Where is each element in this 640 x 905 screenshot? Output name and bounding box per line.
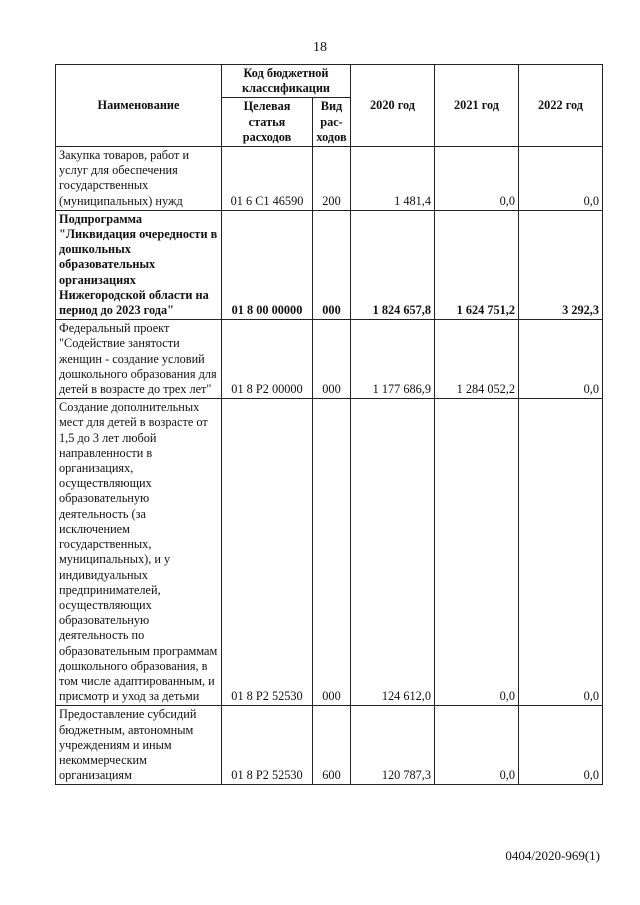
row-2021: 0,0: [435, 399, 519, 706]
row-2021: 0,0: [435, 147, 519, 211]
header-target-article: Целевая статья расходов: [222, 98, 313, 147]
row-code: 01 8 Р2 00000: [222, 320, 313, 399]
row-name: Закупка товаров, работ и услуг для обеспечения государственных (муниципальных) нужд: [56, 147, 222, 211]
row-vid: 600: [313, 706, 351, 785]
row-name: Предоставление субсидий бюджетным, автономным учреждениям и иным некоммерческим организациям: [56, 706, 222, 785]
page-number: 18: [313, 40, 327, 55]
table-row: [56, 706, 603, 785]
header-year-2020: 2020 год: [351, 65, 435, 147]
row-vid: 200: [313, 147, 351, 211]
row-2020: 124 612,0: [351, 399, 435, 706]
row-2022: 0,0: [519, 147, 603, 211]
header-name: Наименование: [56, 65, 222, 147]
row-name: Подпрограмма "Ликвидация очередности в дошкольных образовательных организациях Нижегородской области на период до 2023 года": [56, 210, 222, 319]
row-2022: 3 292,3: [519, 210, 603, 319]
row-vid: 000: [313, 399, 351, 706]
header-year-2022: 2022 год: [519, 65, 603, 147]
header-expense-type: Вид рас-ходов: [313, 98, 351, 147]
row-code: 01 6 С1 46590: [222, 147, 313, 211]
table-row: [56, 210, 603, 319]
row-2021: 1 284 052,2: [435, 320, 519, 399]
row-2021: 1 624 751,2: [435, 210, 519, 319]
header-code-group: Код бюджетной классификации: [222, 65, 351, 98]
budget-table: [55, 64, 603, 785]
row-vid: 000: [313, 210, 351, 319]
table-row: [56, 147, 603, 211]
row-name: Федеральный проект "Содействие занятости женщин - создание условий дошкольного образования для детей в возрасте до трех лет": [56, 320, 222, 399]
header-year-2021: 2021 год: [435, 65, 519, 147]
row-2022: 0,0: [519, 706, 603, 785]
table-header-row: [56, 65, 603, 98]
row-code: 01 8 Р2 52530: [222, 399, 313, 706]
document-registration-code: 0404/2020-969(1): [505, 848, 600, 863]
row-2020: 1 824 657,8: [351, 210, 435, 319]
table-row: [56, 320, 603, 399]
row-code: 01 8 Р2 52530: [222, 706, 313, 785]
row-vid: 000: [313, 320, 351, 399]
row-2022: 0,0: [519, 399, 603, 706]
row-2020: 120 787,3: [351, 706, 435, 785]
table-row: [56, 399, 603, 706]
row-2020: 1 481,4: [351, 147, 435, 211]
row-2022: 0,0: [519, 320, 603, 399]
row-2021: 0,0: [435, 706, 519, 785]
row-name: Создание дополнительных мест для детей в возрасте от 1,5 до 3 лет любой направленности в организациях, осуществляющих образовательную деятельность (за исключением государственных, муниципальных), и у индивидуальных предпринимателей, осуществляющих образовательную деятельность по образовательным программам дошкольного образования, в том числе адаптированным, и присмотр и уход за детьми: [56, 399, 222, 706]
row-2020: 1 177 686,9: [351, 320, 435, 399]
row-code: 01 8 00 00000: [222, 210, 313, 319]
